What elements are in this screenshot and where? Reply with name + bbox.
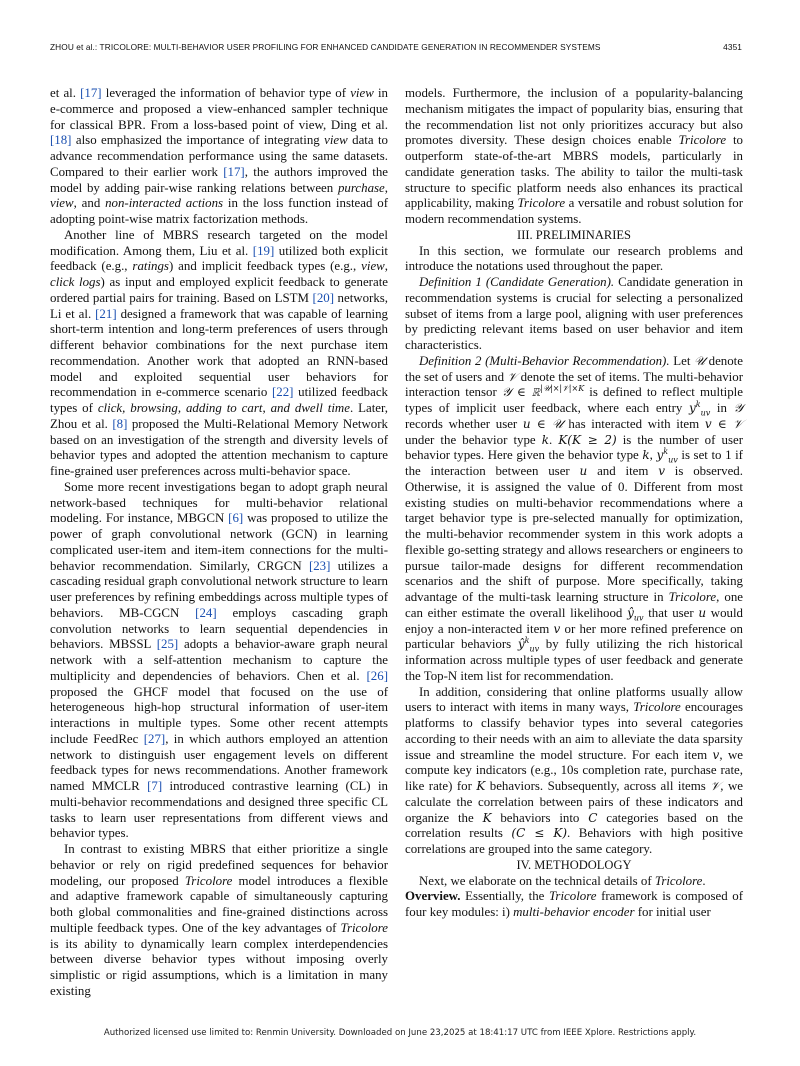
right-column (405, 86, 743, 921)
definition-paragraph: Definition 2 (Multi-Behavior Recommendation). Let 𝒰 denote the set of users and 𝒱 denote the set of items. The multi-behavior interaction tensor 𝒴 ∈ ℝ$^{|𝒰|\times|𝒱|\times K}$ is defined to reflect multiple types of implicit user feedback, where each entry $y^k_{uv}$ in 𝒴 records whether user u ∈ 𝒰 has interacted with item v ∈ 𝒱 under the behavior type k. K(K ≥ 2) is the number of user behavior types. Here given the behavior type k, $y^k_{uv}$ is set to 1 if the interaction between user u and item v is observed. Otherwise, it is assigned the value of 0. Different from most existing studies on multi-behavior recommendations where a target behavior type is pre-selected manually for optimization, the multi-behavior recommender system in this work adopts a flexible go-setting strategy and allows researchers or engineers to pursue tailor-made designs for different recommendation scenarios and the shift of purpose. More specifically, taking advantage of the multi-task learning structure in Tricolore, one can either estimate the overall likelihood $ŷ_{uv}$ that user u would enjoy a non-interacted item v or her more refined preference on particular behaviors $ŷ^k_{uv}$ by fully utilizing the rich historical information across multiple types of user feedback and generate the Top-N item list for recommendation. (405, 353, 743, 683)
paragraph: In this section, we formulate our research problems and introduce the notations used throughout the paper. (405, 243, 743, 274)
citation-link[interactable]: [8] (112, 416, 128, 431)
page-number: 4351 (723, 42, 742, 52)
paragraph: Overview. Essentially, the Tricolore framework is composed of four key modules: i) multi-behavior encoder for initial user (405, 889, 743, 919)
citation-link[interactable]: [23] (308, 558, 331, 573)
citation-link[interactable]: [19] (252, 243, 275, 258)
paragraph: In addition, considering that online platforms usually allow users to interact with items in many ways, Tricolore encourages platforms to classify behavior types into several categories according to their needs with an aim to alleviate the data sparsity issue and streamline the model structure. For each item v, we compute key indicators (e.g., 10s completion rate, purchase rate, like rate) for K behaviors. Subsequently, across all items 𝒱, we calculate the correlation between pairs of these indicators and organize the K behaviors into C categories based on the correlation results (C ≤ K). Behaviors with high positive correlations are grouped into the same category. (405, 684, 743, 856)
paragraph: Next, we elaborate on the technical details of Tricolore. (419, 873, 706, 888)
definition-label: Definition 1 (Candidate Generation). (419, 275, 615, 289)
citation-link[interactable]: [6] (228, 511, 244, 526)
citation-link[interactable]: [27] (143, 731, 166, 746)
paragraph: et al. [17] leveraged the information of behavior type of view in e-commerce and proposed a view-enhanced sampler technique for classical BPR. From a loss-based point of view, Ding et al. [18] also emphasized the importance of integrating view data to advance recommendation performance using the same datasets. Compared to their earlier work [17], the authors improved the model by adding pair-wise ranking relations between purchase, view, and non-interacted actions in the loss function instead of adopting point-wise matrix factorization methods. (50, 86, 388, 226)
citation-link[interactable]: [22] (271, 385, 294, 400)
citation-link[interactable]: [25] (156, 637, 179, 652)
download-notice: Authorized licensed use limited to: Renmin University. Downloaded on June 23,2025 at 18:41:17 UTC from IEEE Xplore. Restrictions apply. (103, 1028, 697, 1038)
citation-link[interactable]: [7] (147, 779, 163, 793)
running-header (50, 42, 742, 56)
paragraph: models. Furthermore, the inclusion of a popularity-balancing mechanism mitigates the impact of popularity bias, ensuring that the recommendation list not only prioritizes accuracy but also promotes diversity. These design choices enable Tricolore to outperform state-of-the-art MBRS models, particularly in candidate generation tasks. The ability to tailor the multi-task structure to specific platform needs also enhances its practical applicability, making Tricolore a versatile and robust solution for modern recommendation systems. (405, 86, 743, 226)
citation-link[interactable]: [21] (95, 306, 117, 321)
section-heading: IV. METHODOLOGY (516, 857, 632, 872)
definition-paragraph: Definition 1 (Candidate Generation). Candidate generation in recommendation systems is crucial for selecting a personalized subset of items from a large pool, aligning with user preferences by predicting relevant items based on user behavior and item characteristics. (405, 275, 743, 352)
section-heading: III. PRELIMINARIES (517, 227, 631, 242)
citation-link[interactable]: [20] (312, 290, 335, 305)
paragraph: Another line of MBRS research targeted on the model modification. Among them, Liu et al. [19] utilized both explicit feedback (e.g., ratings) and implicit feedback types (e.g., view, click logs) as input and employed explicit feedback to generate ordered partial pairs for training. Based on LSTM [20] networks, Li et al. [21] designed a framework that was capable of learning short-term intention and long-term preferences of users through different behavior combinations for the next purchase item recommendation. Another work that adopted an RNN-based model and exploited sequential user behaviors for recommendation in e-commerce scenario [22] utilized feedback types of click, browsing, adding to cart, and dwell time. Later, Zhou et al. [8] proposed the Multi-Relational Memory Network based on an investigation of the strength and diversity levels of behavior types and adopted the attention mechanism to capture fine-grained user preferences across multi-behavior space. (50, 227, 389, 478)
citation-link[interactable]: [17] (223, 164, 245, 179)
definition-label: Definition 2 (Multi-Behavior Recommendation). (419, 353, 670, 368)
citation-link[interactable]: [17] (80, 86, 102, 100)
citation-link[interactable]: [26] (366, 668, 388, 683)
paragraph: In contrast to existing MBRS that either prioritize a single behavior or rely on rigid predefined sequences for behavior modeling, our proposed Tricolore model introduces a flexible and adaptive framework capable of simultaneously capturing both global commonalities and fine-grained distinctions across multiple feedback types. One of the key advantages of Tricolore is its ability to dynamically learn complex interdependencies between diverse behavior types without imposing overly simplistic or rigid assumptions, which is a limitation in many existing (50, 842, 388, 998)
left-column (50, 86, 388, 1000)
paragraph: Some more recent investigations began to adopt graph neural network-based techniques for multi-behavior relational modeling. For instance, MBGCN [6] was proposed to utilize the power of graph convolutional network (GCN) in learning complicated user-item and item-item connections for the multi-behavior recommendation. Similarly, CRGCN [23] utilizes a cascading residual graph convolutional network structure to learn user preferences by refining embeddings across multiple types of behaviors. MB-CGCN [24] employs cascading graph convolution networks to learn sequential dependencies in behaviors. MBSSL [25] adopts a behavior-aware graph neural network with a self-attention mechanism to capture the multiplicity and dependencies of behaviors. Chen et al. [26] proposed the GHCF model that focused on the use of heterogeneous high-hop structural information of user-item interactions in multiple types. Some other recent attempts include FeedRec [27], in which authors employed an attention network to distinguish user engagement levels on different feedback types for news recommendations. Another framework named MMCLR [7] introduced contrastive learning (CL) in multi-behavior recommendations and designed three specific CL tasks to learn user representations from different views and behavior types. (50, 479, 388, 841)
running-title: ZHOU et al.: TRICOLORE: MULTI-BEHAVIOR USER PROFILING FOR ENHANCED CANDIDATE GENERATION IN RECOMMENDER SYSTEMS (50, 42, 601, 52)
citation-link[interactable]: [18] (50, 133, 72, 148)
citation-link[interactable]: [24] (195, 605, 217, 620)
